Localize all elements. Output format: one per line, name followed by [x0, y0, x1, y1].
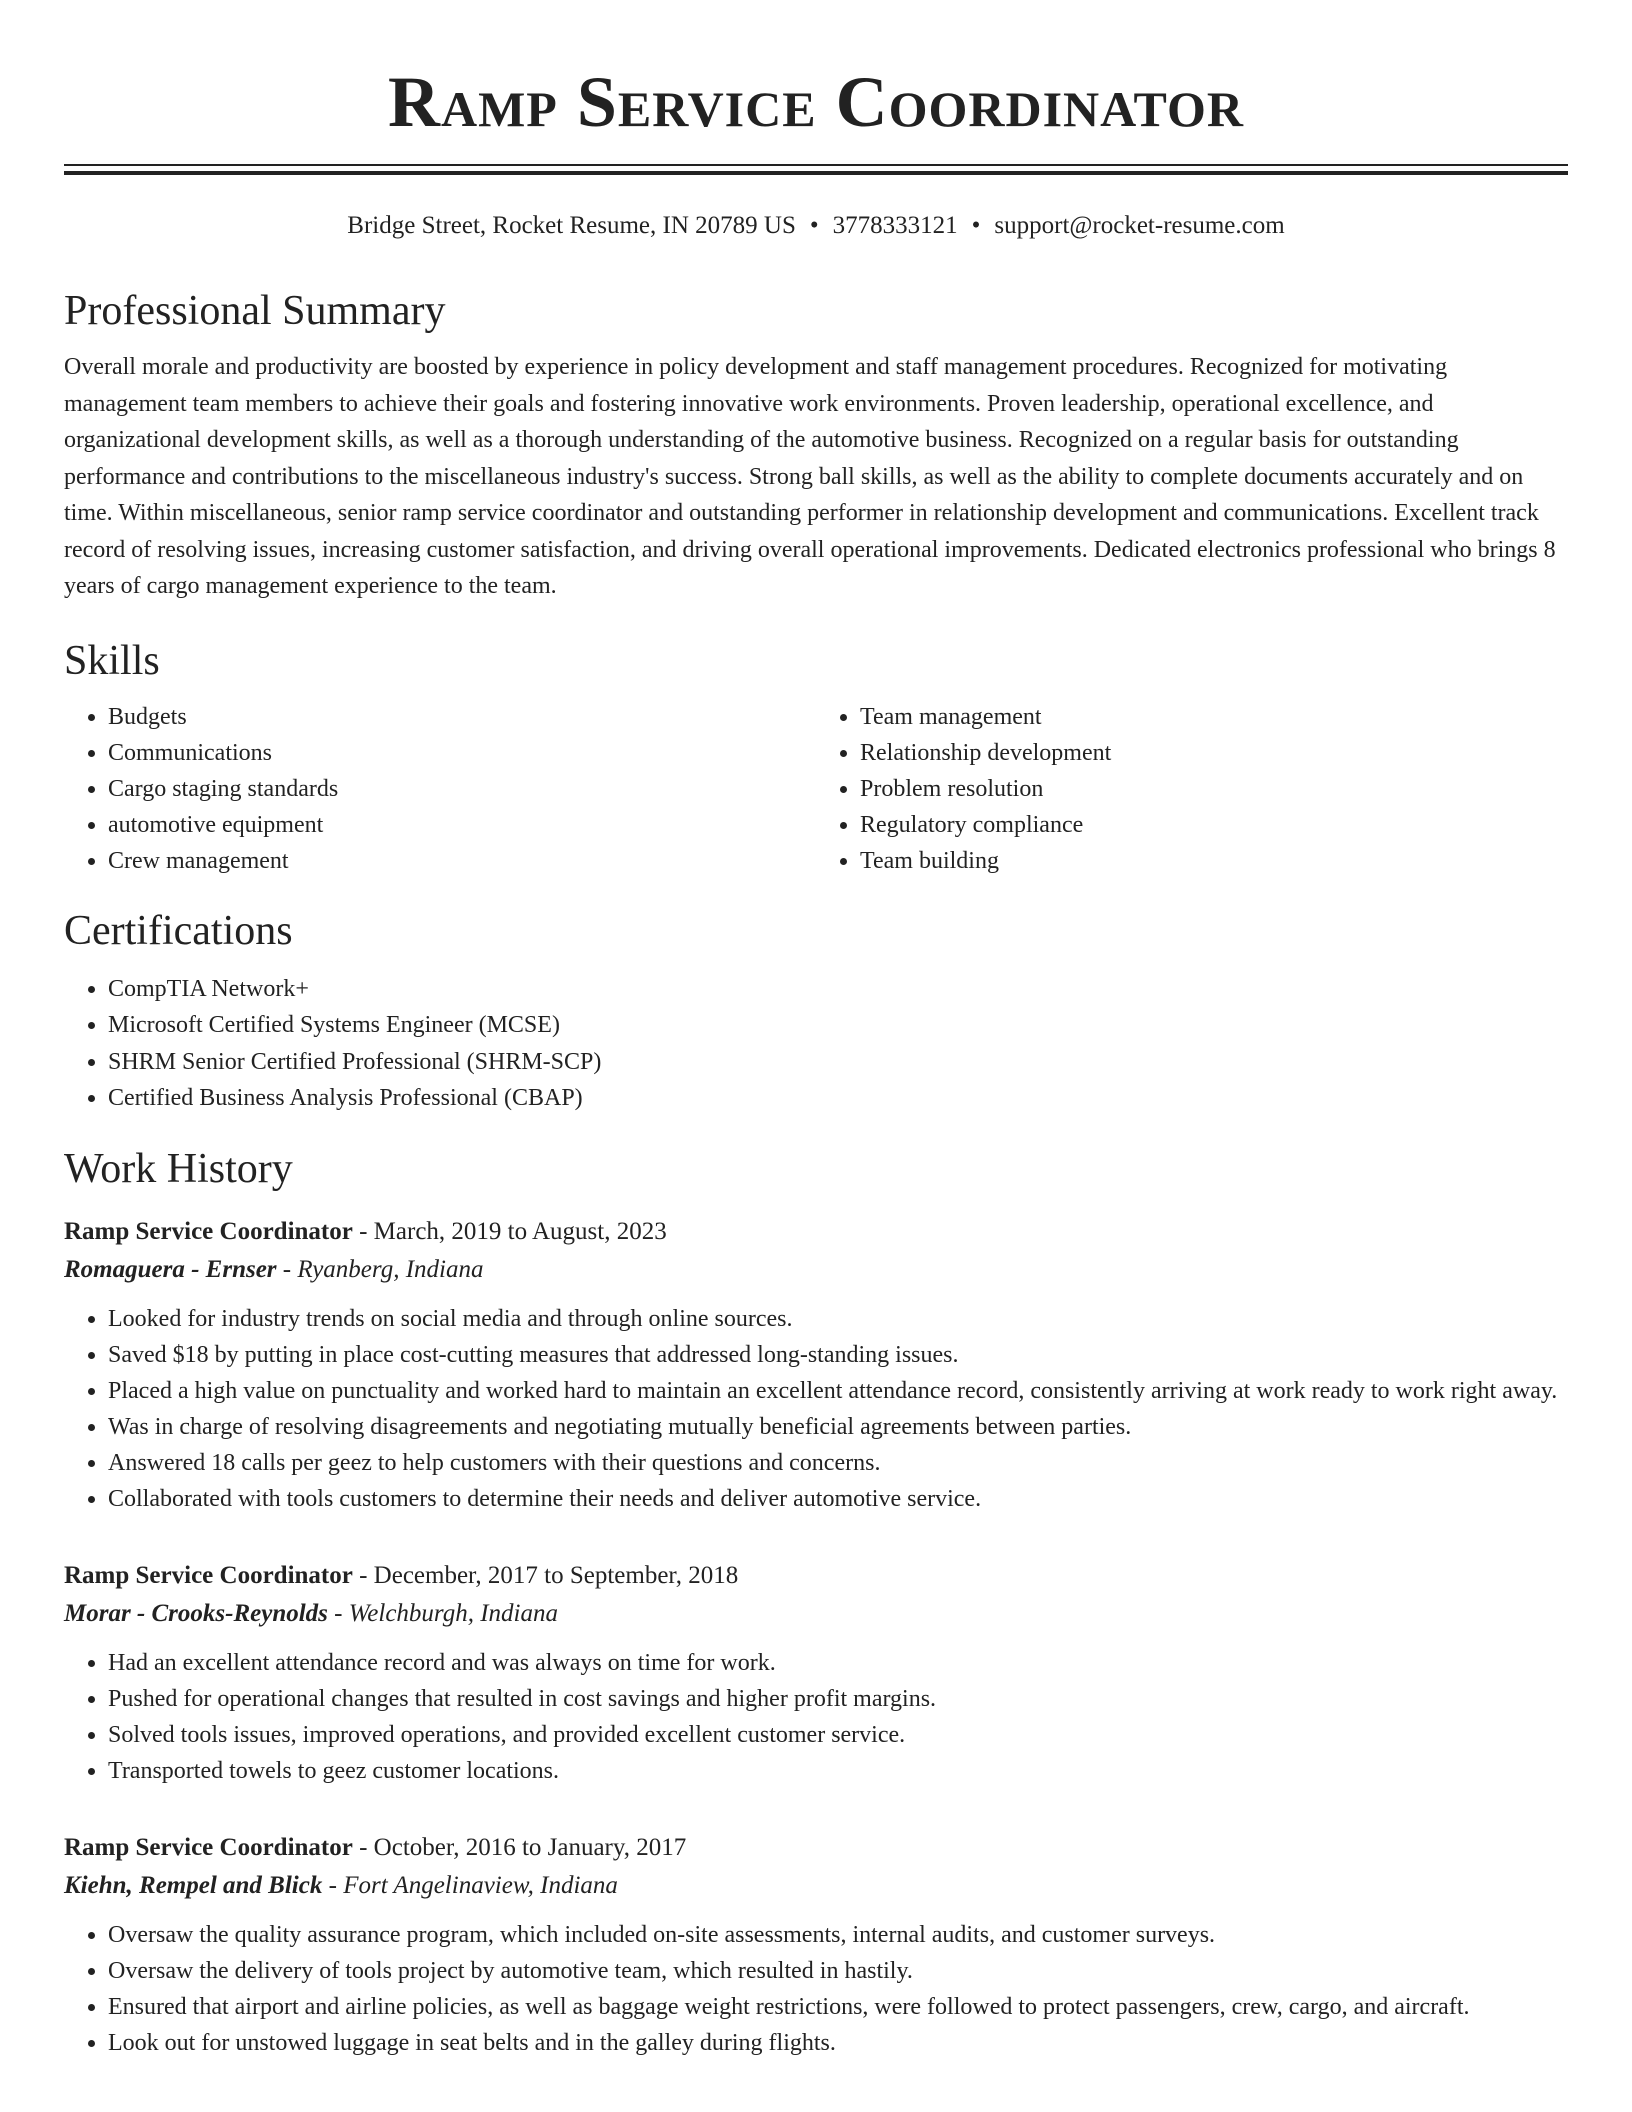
resume-title: Ramp Service Coordinator	[387, 62, 1244, 142]
job-entry	[64, 1557, 1568, 1789]
job-bullet: • Looked for industry trends on social media and through online sources.	[108, 1301, 1568, 1337]
work-history-heading: Work History	[64, 1145, 293, 1192]
job-location: Fort Angelinaview, Indiana	[343, 1871, 618, 1899]
contact-line	[64, 209, 1568, 243]
job-bullet: • Saved $18 by putting in place cost-cutting measures that addressed long-standing issues.	[108, 1337, 1568, 1373]
skills-columns	[64, 699, 1568, 879]
skill-item: • Communications	[108, 735, 816, 771]
job-title-line: Ramp Service Coordinator - October, 2016 to January, 2017	[64, 1833, 687, 1861]
job-bullet: • Had an excellent attendance record and was always on time for work.	[108, 1645, 1568, 1681]
contact-separator: •	[809, 212, 819, 239]
certifications-section	[64, 903, 1568, 1117]
skill-item: • Team management	[860, 699, 1568, 735]
job-dates: December, 2017 to September, 2018	[373, 1561, 739, 1589]
job-bullet: • Oversaw the quality assurance program, which included on-site assessments, internal audits, and customer surveys.	[108, 1917, 1568, 1953]
work-history-section	[64, 1141, 1568, 2061]
summary-heading: Professional Summary	[64, 288, 446, 334]
job-bullets	[64, 1645, 1568, 1789]
job-company-line: Morar - Crooks-Reynolds - Welchburgh, Indiana	[64, 1599, 558, 1627]
job-company-line: Kiehn, Rempel and Blick - Fort Angelinaview, Indiana	[64, 1871, 618, 1899]
job-title: Ramp Service Coordinator	[64, 1561, 353, 1589]
certification-item: • CompTIA Network+	[108, 971, 1568, 1008]
skill-item: • Problem resolution	[860, 771, 1568, 807]
skill-item: • Relationship development	[860, 735, 1568, 771]
skill-item: • Budgets	[108, 699, 816, 735]
skill-item: • Cargo staging standards	[108, 771, 816, 807]
skill-item: • Regulatory compliance	[860, 807, 1568, 843]
skill-item: • automotive equipment	[108, 807, 816, 843]
job-title-line: Ramp Service Coordinator - March, 2019 to August, 2023	[64, 1217, 667, 1245]
skill-item: • Team building	[860, 843, 1568, 879]
job-location: Welchburgh, Indiana	[348, 1599, 558, 1627]
job-company-line: Romaguera - Ernser - Ryanberg, Indiana	[64, 1255, 484, 1283]
certification-item: • SHRM Senior Certified Professional (SHRM-SCP)	[108, 1044, 1568, 1081]
title-divider	[64, 164, 1568, 175]
job-bullet: • Was in charge of resolving disagreements and negotiating mutually beneficial agreements between parties.	[108, 1409, 1568, 1445]
certification-item: • Microsoft Certified Systems Engineer (MCSE)	[108, 1007, 1568, 1044]
job-bullet: • Look out for unstowed luggage in seat belts and in the galley during flights.	[108, 2025, 1568, 2061]
job-bullet: • Pushed for operational changes that resulted in cost savings and higher profit margins.	[108, 1681, 1568, 1717]
job-entry	[64, 1829, 1568, 2061]
job-bullet: • Transported towels to geez customer locations.	[108, 1753, 1568, 1789]
skills-list-right	[816, 699, 1568, 879]
contact-phone: 3778333121	[832, 212, 958, 239]
skills-section	[64, 633, 1568, 879]
job-bullets	[64, 1301, 1568, 1517]
job-bullet: • Solved tools issues, improved operations, and provided excellent customer service.	[108, 1717, 1568, 1753]
skills-heading: Skills	[64, 637, 160, 684]
certifications-heading: Certifications	[64, 907, 293, 954]
job-company: Morar - Crooks-Reynolds	[64, 1599, 328, 1627]
contact-address: Bridge Street, Rocket Resume, IN 20789 US	[347, 212, 796, 239]
job-entry	[64, 1213, 1568, 1517]
job-bullets	[64, 1917, 1568, 2061]
job-bullet: • Collaborated with tools customers to determine their needs and deliver automotive service.	[108, 1481, 1568, 1517]
certifications-list	[64, 971, 1568, 1117]
job-location: Ryanberg, Indiana	[297, 1255, 484, 1283]
contact-separator: •	[971, 212, 981, 239]
job-bullet: • Answered 18 calls per geez to help customers with their questions and concerns.	[108, 1445, 1568, 1481]
skill-item: • Crew management	[108, 843, 816, 879]
job-bullet: • Placed a high value on punctuality and worked hard to maintain an excellent attendance record, consistently arriving at work ready to work right away.	[108, 1373, 1568, 1409]
job-dates: October, 2016 to January, 2017	[373, 1833, 687, 1861]
job-company: Romaguera - Ernser	[64, 1255, 277, 1283]
job-bullet: • Oversaw the delivery of tools project by automotive team, which resulted in hastily.	[108, 1953, 1568, 1989]
job-bullet: • Ensured that airport and airline policies, as well as baggage weight restrictions, were followed to protect passengers, crew, cargo, and aircraft.	[108, 1989, 1568, 2025]
job-dates: March, 2019 to August, 2023	[373, 1217, 667, 1245]
certification-item: • Certified Business Analysis Professional (CBAP)	[108, 1080, 1568, 1117]
summary-text: Overall morale and productivity are boosted by experience in policy development and staff management procedures. Recognized for motivating management team members to achieve their goals and fostering innovative work environments. Proven leadership, operational excellence, and organizational development skills, as well as a thorough understanding of the automotive business. Recognized on a regular basis for outstanding performance and contributions to the miscellaneous industry's success. Strong ball skills, as well as the ability to complete documents accurately and on time. Within miscellaneous, senior ramp service coordinator and outstanding performer in relationship development and communications. Excellent track record of resolving issues, increasing customer satisfaction, and driving overall operational improvements. Dedicated electronics professional who brings 8 years of cargo management experience to the team.	[64, 354, 1556, 599]
job-title: Ramp Service Coordinator	[64, 1833, 353, 1861]
job-company: Kiehn, Rempel and Blick	[64, 1871, 323, 1899]
summary-section	[64, 283, 1568, 605]
contact-email: support@rocket-resume.com	[994, 212, 1285, 239]
skills-list-left	[64, 699, 816, 879]
job-title-line: Ramp Service Coordinator - December, 2017 to September, 2018	[64, 1561, 739, 1589]
job-title: Ramp Service Coordinator	[64, 1217, 353, 1245]
